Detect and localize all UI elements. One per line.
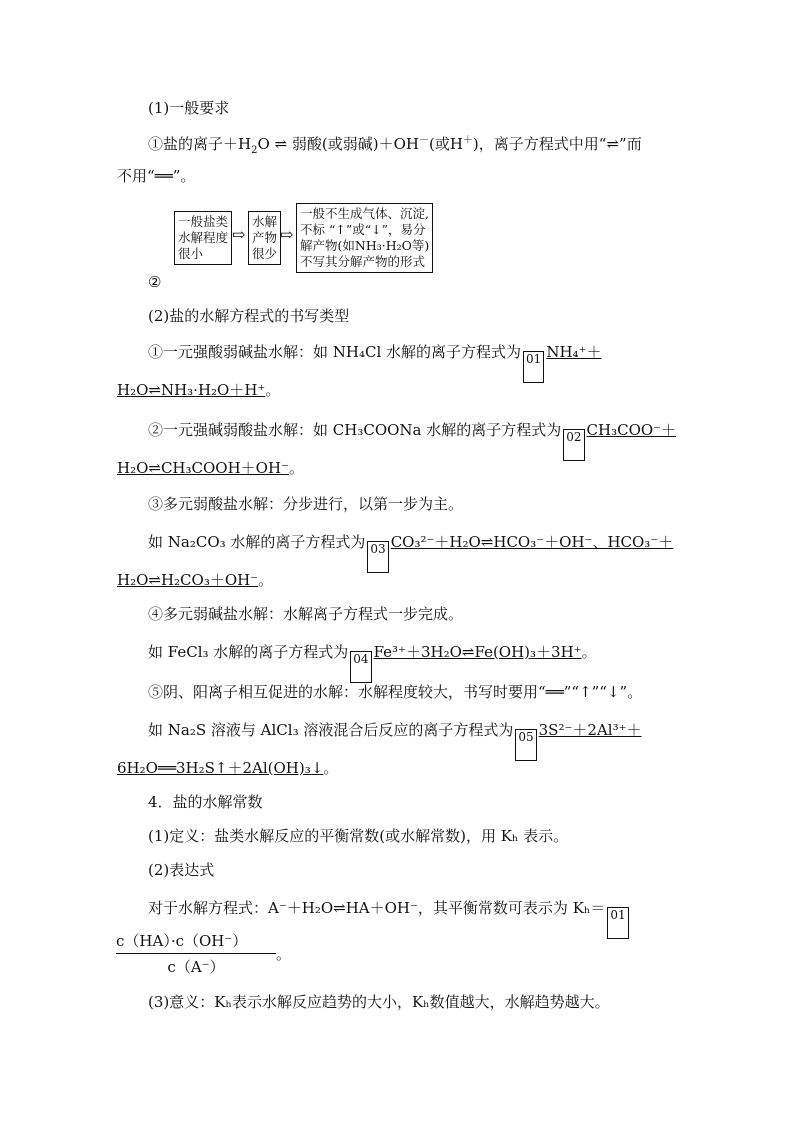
answer-box: 01	[523, 351, 544, 383]
answer-box: 02	[563, 429, 584, 461]
rule-3-title: ③多元弱酸盐水解：分步进行，以第一步为主。	[148, 495, 464, 513]
fraction-numerator: c（HA）·c（OH⁻）	[116, 930, 276, 954]
rule-5-line-2: 6H₂O══3H₂S↑＋2Al(OH)₃↓。	[117, 759, 339, 777]
rule-2-line-2: H₂O⇌CH₃COOH＋OH⁻。	[117, 459, 304, 477]
general-rule-line: ①盐的离子$+H_2O$ ⇌ 弱酸(或弱碱)＋OH－(或H＋)，离子方程式中用“⇌”而	[148, 135, 642, 156]
fraction-end: 。	[276, 945, 292, 963]
expression-title: (2)表达式	[148, 861, 215, 879]
section-2-title: (2)盐的水解方程式的书写类型	[148, 307, 350, 325]
circle-2-marker: ②	[148, 273, 162, 291]
kh-fraction	[116, 930, 276, 977]
section-4-title: 4．盐的水解常数	[148, 793, 263, 811]
answer-box: 03	[367, 541, 388, 573]
definition-line: (1)定义：盐类水解反应的平衡常数(或水解常数)，用 Kₕ 表示。	[148, 827, 569, 845]
arrow-icon: ⇨	[232, 225, 246, 244]
flow-diagram	[174, 203, 444, 279]
diagram-box-1: 一般盐类 水解程度 很小	[174, 211, 232, 265]
rule-3-line: 如 Na₂CO₃ 水解的离子方程式为 03 CO₃²⁻＋H₂O⇌HCO₃⁻＋OH⁻、HCO₃⁻＋	[148, 532, 673, 573]
section-1-title: (1)一般要求	[148, 99, 230, 117]
diagram-box-3: 一般不生成气体、沉淀, 不标 “↑”或“↓”，易分 解产物(如NH₃·H₂O等) 不写其分解产物的形式	[296, 203, 433, 273]
rule-4-title: ④多元弱碱盐水解：水解离子方程式一步完成。	[148, 605, 464, 623]
fraction-denominator: c（A⁻）	[167, 958, 225, 976]
rule-1-line: ①一元强酸弱碱盐水解：如 NH₄Cl 水解的离子方程式为 01 NH₄⁺＋	[148, 342, 601, 383]
rule-1-line-2: H₂O⇌NH₃·H₂O＋H⁺。	[117, 381, 281, 399]
rule-4-line: 如 FeCl₃ 水解的离子方程式为 04 Fe³⁺＋3H₂O⇌Fe(OH)₃＋3H⁺。	[148, 642, 597, 683]
diagram-box-2: 水解 产物 很少	[248, 211, 281, 265]
arrow-icon: ⇨	[280, 225, 294, 244]
meaning-line: (3)意义：Kₕ表示水解反应趋势的大小，Kₕ数值越大，水解趋势越大。	[148, 993, 610, 1011]
expression-line: 对于水解方程式：A⁻＋H₂O⇌HA＋OH⁻，其平衡常数可表示为 Kₕ＝ 01	[148, 898, 631, 939]
general-rule-line-2: 不用“══”。	[117, 167, 196, 185]
answer-box: 05	[515, 729, 536, 761]
answer-box: 01	[607, 907, 628, 939]
rule-3-line-2: H₂O⇌H₂CO₃＋OH⁻。	[117, 571, 274, 589]
answer-box: 04	[350, 651, 371, 683]
rule-5-title: ⑤阴、阳离子相互促进的水解：水解程度较大，书写时要用“══”“↑”“↓”。	[148, 683, 643, 701]
rule-2-line: ②一元强碱弱酸盐水解：如 CH₃COONa 水解的离子方程式为 02 CH₃COO⁻＋	[148, 420, 676, 461]
rule-5-line: 如 Na₂S 溶液与 AlCl₃ 溶液混合后反应的离子方程式为 05 3S²⁻＋2Al³⁺＋	[148, 720, 642, 761]
